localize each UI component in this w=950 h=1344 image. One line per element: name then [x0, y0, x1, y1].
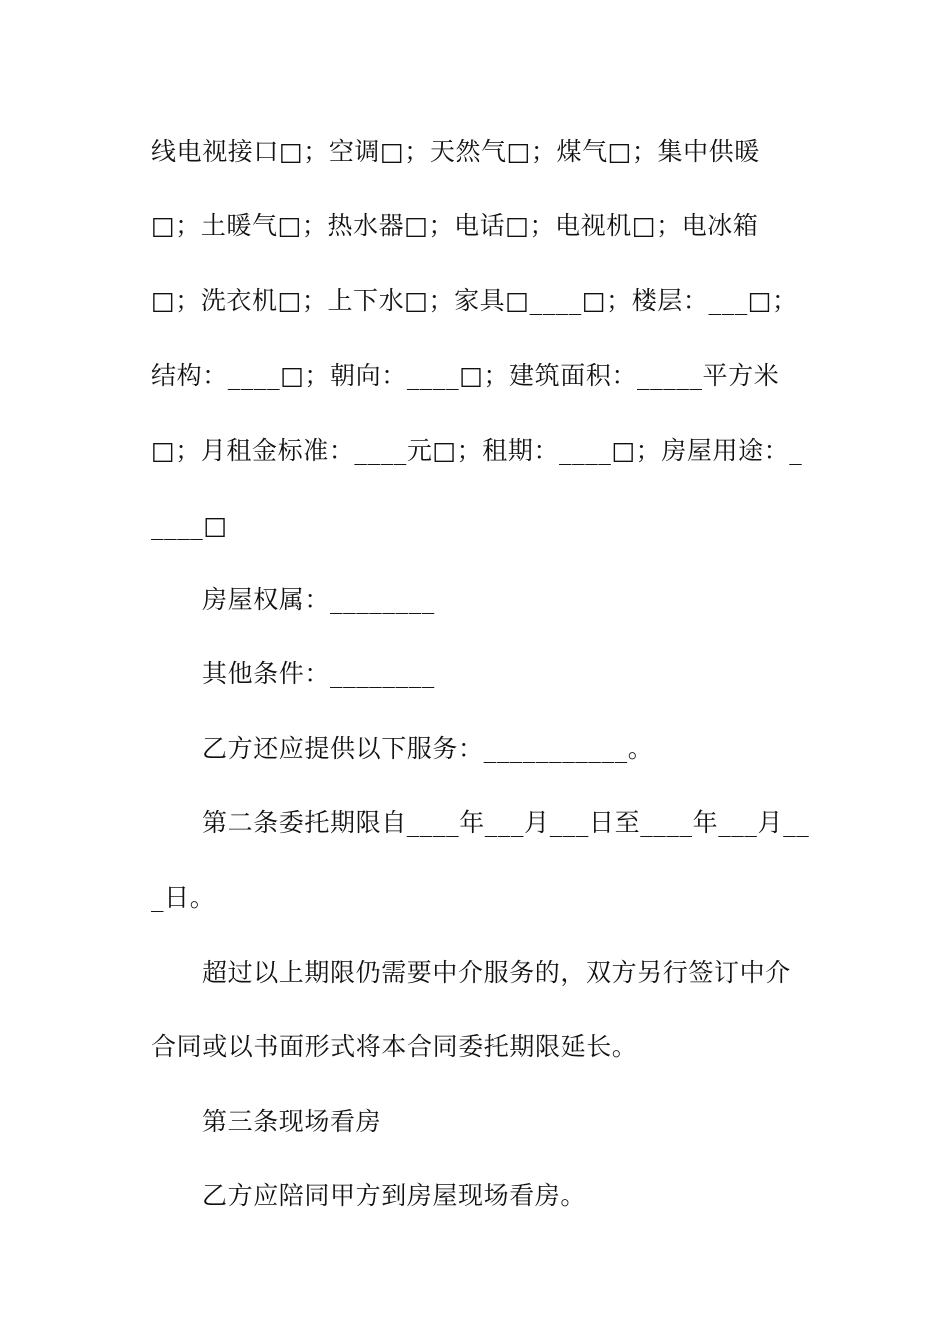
text-line: 乙方应陪同甲方到房屋现场看房。: [202, 1181, 587, 1210]
text-line: □；月租金标准：____元□；租期：____□；房屋用途：_: [151, 436, 803, 465]
text-line: 其他条件：________: [202, 659, 435, 688]
text-line: 乙方还应提供以下服务：___________。: [202, 734, 654, 763]
text-line: 线电视接口□；空调□；天然气□；煤气□；集中供暖: [151, 137, 760, 166]
text-line: 第二条委托期限自____年___月___日至____年___月__: [202, 808, 810, 837]
text-line: 房屋权属：________: [202, 585, 435, 614]
text-line: 合同或以书面形式将本合同委托期限延长。: [151, 1032, 638, 1061]
text-line: _日。: [151, 883, 216, 912]
text-line: 第三条现场看房: [202, 1107, 382, 1136]
text-line: 结构：____□；朝向：____□；建筑面积：_____平方米: [151, 361, 780, 390]
text-line: ____□: [151, 511, 228, 540]
text-line: □；洗衣机□；上下水□；家具□____□；楼层：___□；: [151, 286, 798, 315]
text-line: 超过以上期限仍需要中介服务的，双方另行签订中介: [202, 958, 791, 987]
text-line: □；土暖气□；热水器□；电话□；电视机□；电冰箱: [151, 211, 759, 240]
